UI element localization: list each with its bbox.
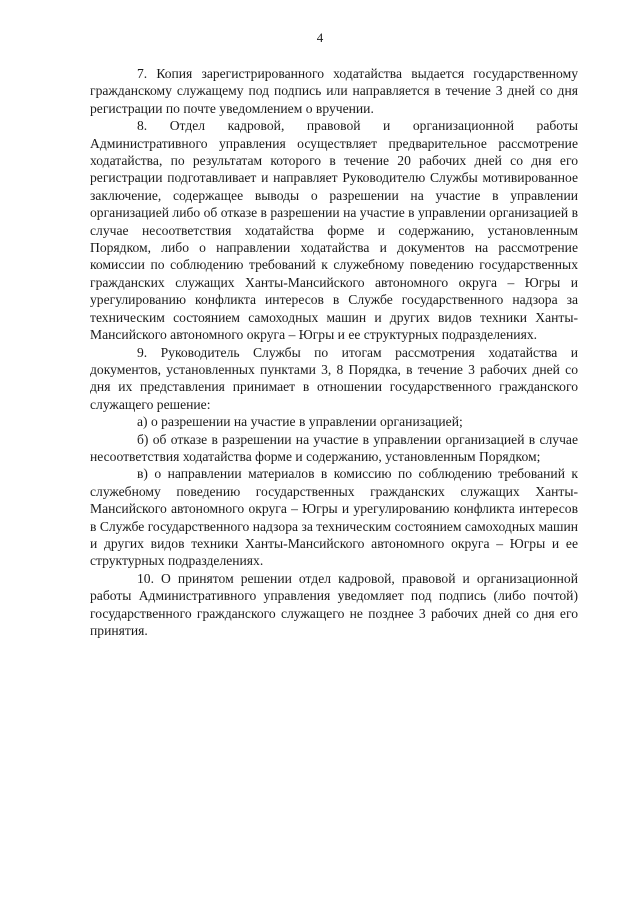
document-body [90, 65, 578, 639]
paragraph-9-a: а) о разрешении на участие в управлении организацией; [137, 414, 463, 430]
paragraph-9-b: б) об отказе в разрешении на участие в управлении организацией в случае несоответствия ходатайства форме и содержанию, установленным Порядком; [90, 431, 578, 464]
page-number: 4 [316, 30, 324, 45]
paragraph-9: 9. Руководитель Службы по итогам рассмотрения ходатайства и документов, установленных пунктами 3, 8 Порядка, в течение 3 рабочих дней со дня их представления принимает в отношении государственного гражданского служащего решение: [90, 344, 578, 412]
paragraph-9-v: в) о направлении материалов в комиссию по соблюдению требований к служебному поведению государственных гражданских служащих Ханты-Мансийского автономного округа – Югры и урегулированию конфликта интересов в Службе государственного надзора за техническим состоянием самоходных машин и других видов техники Ханты-Мансийского автономного округа – Югры и ее структурных подразделениях. [90, 466, 578, 569]
paragraph-7: 7. Копия зарегистрированного ходатайства выдается государственному гражданскому служащему под подпись или направляется в течение 3 дней со дня регистрации по почте уведомлением о вручении. [90, 66, 578, 116]
paragraph-8: 8. Отдел кадровой, правовой и организационной работы Административного управления осуществляет предварительное рассмотрение ходатайства, по результатам которого в течение 20 рабочих дней со дня его регистрации подготавливает и направляет Руководителю Службы мотивированное заключение, содержащее выводы о разрешении на участие в управлении организацией либо об отказе в разрешении на участие в управлении организацией в случае несоответствия ходатайства форме и содержанию, установленным Порядком, либо о направлении ходатайства и документов на рассмотрение комиссии по соблюдению требований к служебному поведению государственных гражданских служащих Ханты-Мансийского автономного округа – Югры и урегулированию конфликта интересов в Службе государственного надзора за техническим состоянием самоходных машин и других видов техники Ханты-Мансийского автономного округа – Югры и ее структурных подразделениях. [90, 118, 578, 343]
paragraph-10: 10. О принятом решении отдел кадровой, правовой и организационной работы Административного управления уведомляет под подпись (либо почтой) государственного гражданского служащего не позднее 3 рабочих дней со дня его принятия. [90, 570, 578, 638]
